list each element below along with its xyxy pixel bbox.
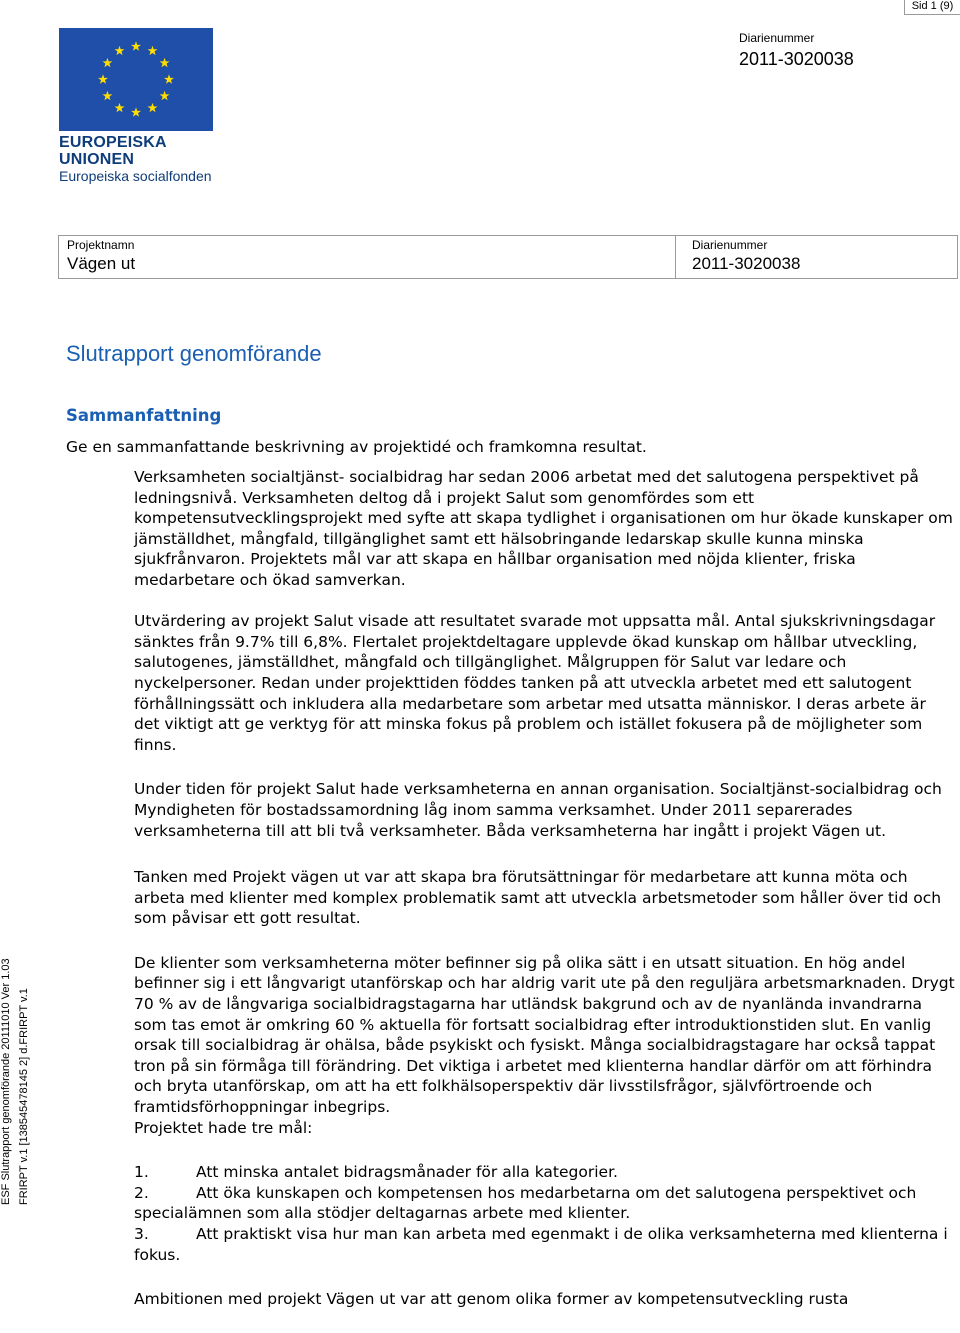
project-info-table — [58, 235, 958, 279]
body-paragraph-6: Ambitionen med projekt Vägen ut var att genom olika former av kompetensutveckling rusta — [134, 1290, 849, 1309]
eu-logo — [59, 28, 219, 184]
page-number: Sid 1 (9) — [904, 0, 960, 15]
document-body — [134, 467, 956, 1310]
body-paragraph-3: Under tiden för projekt Salut hade verksamheterna en annan organisation. Socialtjänst-socialbidrag och Myndigheten för bostadssamordning låg inom samma verksamhet. Under 2011 separerades verksamheterna till att bli två verksamheter. Båda verksamheterna har ingått i projekt Vägen ut. — [134, 780, 942, 840]
diarie-cell — [675, 236, 957, 278]
body-paragraph-1: Verksamheten socialtjänst- socialbidrag har sedan 2006 arbetat med det salutogena perspektivet på ledningsnivå. Verksamheten deltog då i projekt Salut som genomfördes som ett kompetensutvecklingsprojekt med syfte att skapa tydlighet i organisationen om hur ökade kunskaper om jämställdhet, mångfald, tillgänglighet samt ett hälsobringande ledarskap skulle kunna minska sjukfrånvaron. Projektets mål var att skapa en hållbar organisation med nöjda klienter, friska medarbetare och ökad samverkan. — [134, 468, 953, 589]
section-heading: Sammanfattning — [66, 406, 222, 425]
footer-template-version: ESF Slutrapport genomförande 20111010 Ver 1.03 — [0, 958, 12, 1205]
body-paragraph-2: Utvärdering av projekt Salut visade att resultatet svarade mot uppsatta mål. Antal sjukskrivningsdagar sänktes från 9.7% till 6,8%. Flertalet projektdeltagare upplevde ökad kunskap om hållbar utveckling, salutogenes, jämställdhet, mångfald och tillgänglighet. Målgruppen för Salut var ledare och nyckelpersoner. Redan under projekttiden föddes tanken på att utveckla arbetet med ett salutogent förhållningssätt och inkludera alla medarbetare som arbetar med utsatta människor. I deras arbete är det viktigt att ge verktyg för att minska fokus på problem och istället fokusera på de möjligheter som finns. — [134, 612, 936, 754]
project-name-value: Vägen ut — [67, 254, 136, 273]
header-diarie-label: Diarienummer — [739, 31, 815, 45]
project-name-label: Projektnamn — [67, 238, 135, 252]
project-name-cell — [59, 236, 675, 278]
goal-item — [134, 1224, 956, 1265]
goal-item — [134, 1162, 956, 1183]
goal-number: 2. — [134, 1183, 149, 1202]
goal-text: Att praktiskt visa hur man kan arbeta med egenmakt i de olika verksamheterna med klienterna i fokus. — [134, 1225, 948, 1264]
header-diarie — [739, 31, 854, 71]
goal-text: Att minska antalet bidragsmånader för alla kategorier. — [196, 1163, 618, 1182]
diarie-label: Diarienummer — [692, 238, 768, 252]
footer-document-id: FRIRPT v.1 [138545478145 2] d.FRIRPT v.1 — [18, 988, 30, 1205]
diarie-value: 2011-3020038 — [692, 254, 801, 273]
goals-intro: Projektet hade tre mål: — [134, 1118, 313, 1137]
section-prompt: Ge en sammanfattande beskrivning av projektidé och framkomna resultat. — [66, 438, 647, 456]
eu-logo-fund: Europeiska socialfonden — [59, 168, 212, 184]
goal-item — [134, 1183, 956, 1224]
goal-number: 1. — [134, 1163, 149, 1182]
goal-number: 3. — [134, 1225, 149, 1243]
body-paragraph-5: De klienter som verksamheterna möter befinner sig på olika sätt i en utsatt situation. En hög andel befinner sig i ett långvarigt utanförskap och har aldrig varit ute på den reguljära arbetsmarknaden. Drygt 70 % av de långvariga socialbidragstagarna har utländsk bakgrund och av de nyanlända invandrarna som tas emot är omkring 60 % aktuella för fortsatt socialbidrag efter introduktionstiden slut. En vanlig orsak till socialbidrag är ohälsa, både psykiskt och fysiskt. Många socialbidragstagare har också tappat tron på sin förmåga till förändring. Det viktiga i arbetet med klienterna handlar därför om att förhindra och bryta utanförskap, om att ha ett folkhälsoperspektiv där livsstilsfrågor, självförtroende och framtidsförhoppningar inbegrips. — [134, 953, 955, 1117]
body-paragraph-4: Tanken med Projekt vägen ut var att skapa bra förutsättningar för medarbetare att kunna möta och arbeta med klienter med komplex problematik samt att utveckla arbetsmetoder som håller över tid och som påvisar ett gott resultat. — [134, 868, 942, 928]
header-diarie-value: 2011-3020038 — [739, 49, 854, 69]
eu-flag-icon — [59, 28, 213, 131]
side-footer — [0, 893, 32, 1333]
eu-logo-name: EUROPEISKA UNIONEN — [59, 134, 167, 168]
document-title: Slutrapport genomförande — [66, 341, 322, 366]
goal-text: Att öka kunskapen och kompetensen hos medarbetarna om det salutogena perspektivet och specialämnen som alla stödjer deltagarnas arbete med klienter. — [134, 1183, 917, 1223]
